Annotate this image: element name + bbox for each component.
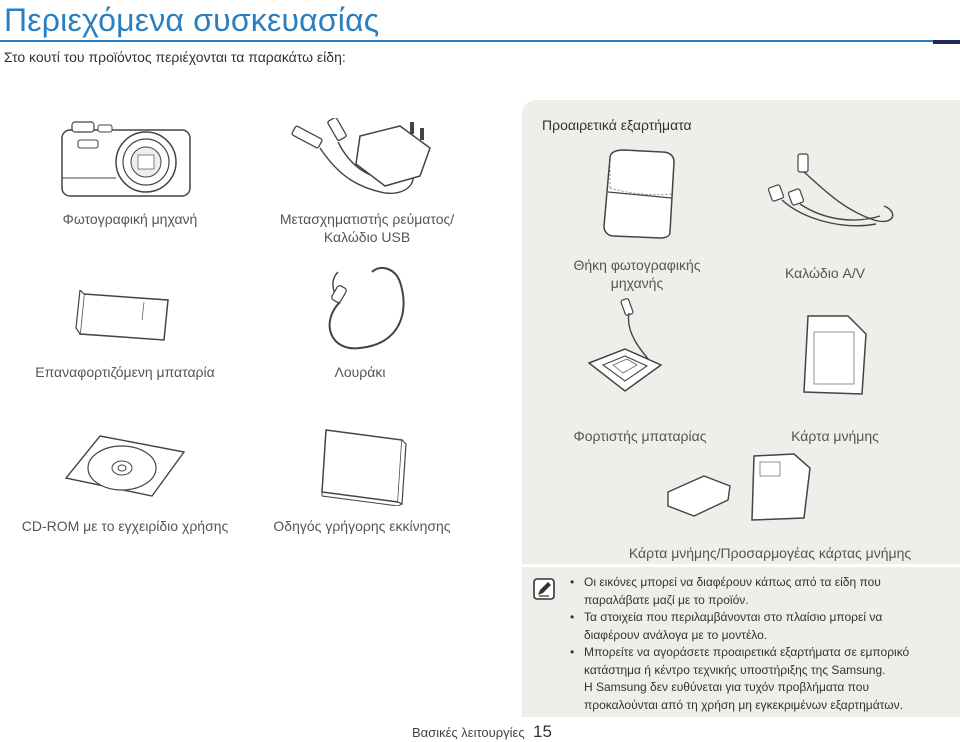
note-item-3-continuation-2: προκαλούνται από τη χρήση μη εγκεκριμένων εξαρτημάτων.: [584, 697, 903, 712]
av-cable-label: Καλώδιο A/V: [784, 265, 866, 281]
quickstart-label: Οδηγός γρήγορης εκκίνησης: [273, 518, 451, 534]
page-subtitle: Στο κουτί του προϊόντος περιέχονται τα παρακάτω είδη:: [4, 49, 346, 65]
note-item-3: • Μπορείτε να αγοράσετε προαιρετικά εξαρτήματα σε εμπορικό κατάστημα ή κέντρο τεχνικής υποστήριξης της Samsung.: [570, 644, 950, 679]
camera-case-label-2: μηχανής: [610, 275, 664, 291]
adapter-label-2: Καλώδιο USB: [323, 229, 411, 245]
camera-case-illustration: [600, 148, 680, 240]
note-list: [570, 574, 950, 714]
note-item-1: • Οι εικόνες μπορεί να διαφέρουν κάπως από τα είδη που παραλάβατε μαζί με το προϊόν.: [570, 574, 950, 609]
page-number: 15: [533, 722, 552, 741]
strap-illustration: [310, 262, 420, 354]
title-accent-bar: [933, 40, 960, 44]
memory-card-illustration: [802, 312, 872, 398]
camera-label: Φωτογραφική μηχανή: [62, 211, 198, 227]
cdrom-illustration: [60, 430, 190, 500]
memory-card-adapter-label: Κάρτα μνήμης/Προσαρμογέας κάρτας μνήμης: [628, 545, 912, 561]
memory-card-label: Κάρτα μνήμης: [791, 428, 879, 444]
cdrom-label: CD-ROM με το εγχειρίδιο χρήσης: [21, 518, 229, 534]
quickstart-guide-illustration: [318, 426, 408, 506]
note-item-3-continuation-1: Η Samsung δεν ευθύνεται για τυχόν προβλήματα που: [584, 680, 870, 694]
title-divider: [0, 40, 960, 42]
note-item-2: • Τα στοιχεία που περιλαμβάνονται στο πλαίσιο μπορεί να διαφέρουν ανάλογα με το μοντέλο.: [570, 609, 950, 644]
battery-label: Επαναφορτιζόμενη μπαταρία: [35, 364, 215, 380]
strap-label: Λουράκι: [334, 364, 386, 380]
av-cable-illustration: [764, 150, 904, 240]
adapter-label-1: Μετασχηματιστής ρεύματος/: [279, 211, 455, 227]
camera-illustration: [58, 118, 198, 198]
usb-adapter-illustration: [290, 118, 440, 198]
footer-section-name: Βασικές λειτουργίες: [412, 725, 525, 740]
battery-charger-illustration: [585, 295, 665, 395]
battery-illustration: [74, 290, 174, 350]
camera-case-label-1: Θήκη φωτογραφικής: [573, 257, 701, 273]
optional-accessories-title: Προαιρετικά εξαρτήματα: [542, 117, 692, 133]
battery-charger-label: Φορτιστής μπαταρίας: [573, 428, 707, 444]
memory-card-adapter-illustration: [664, 452, 814, 522]
page-title: Περιεχόμενα συσκευασίας: [4, 2, 380, 38]
note-pencil-icon: [533, 578, 555, 600]
